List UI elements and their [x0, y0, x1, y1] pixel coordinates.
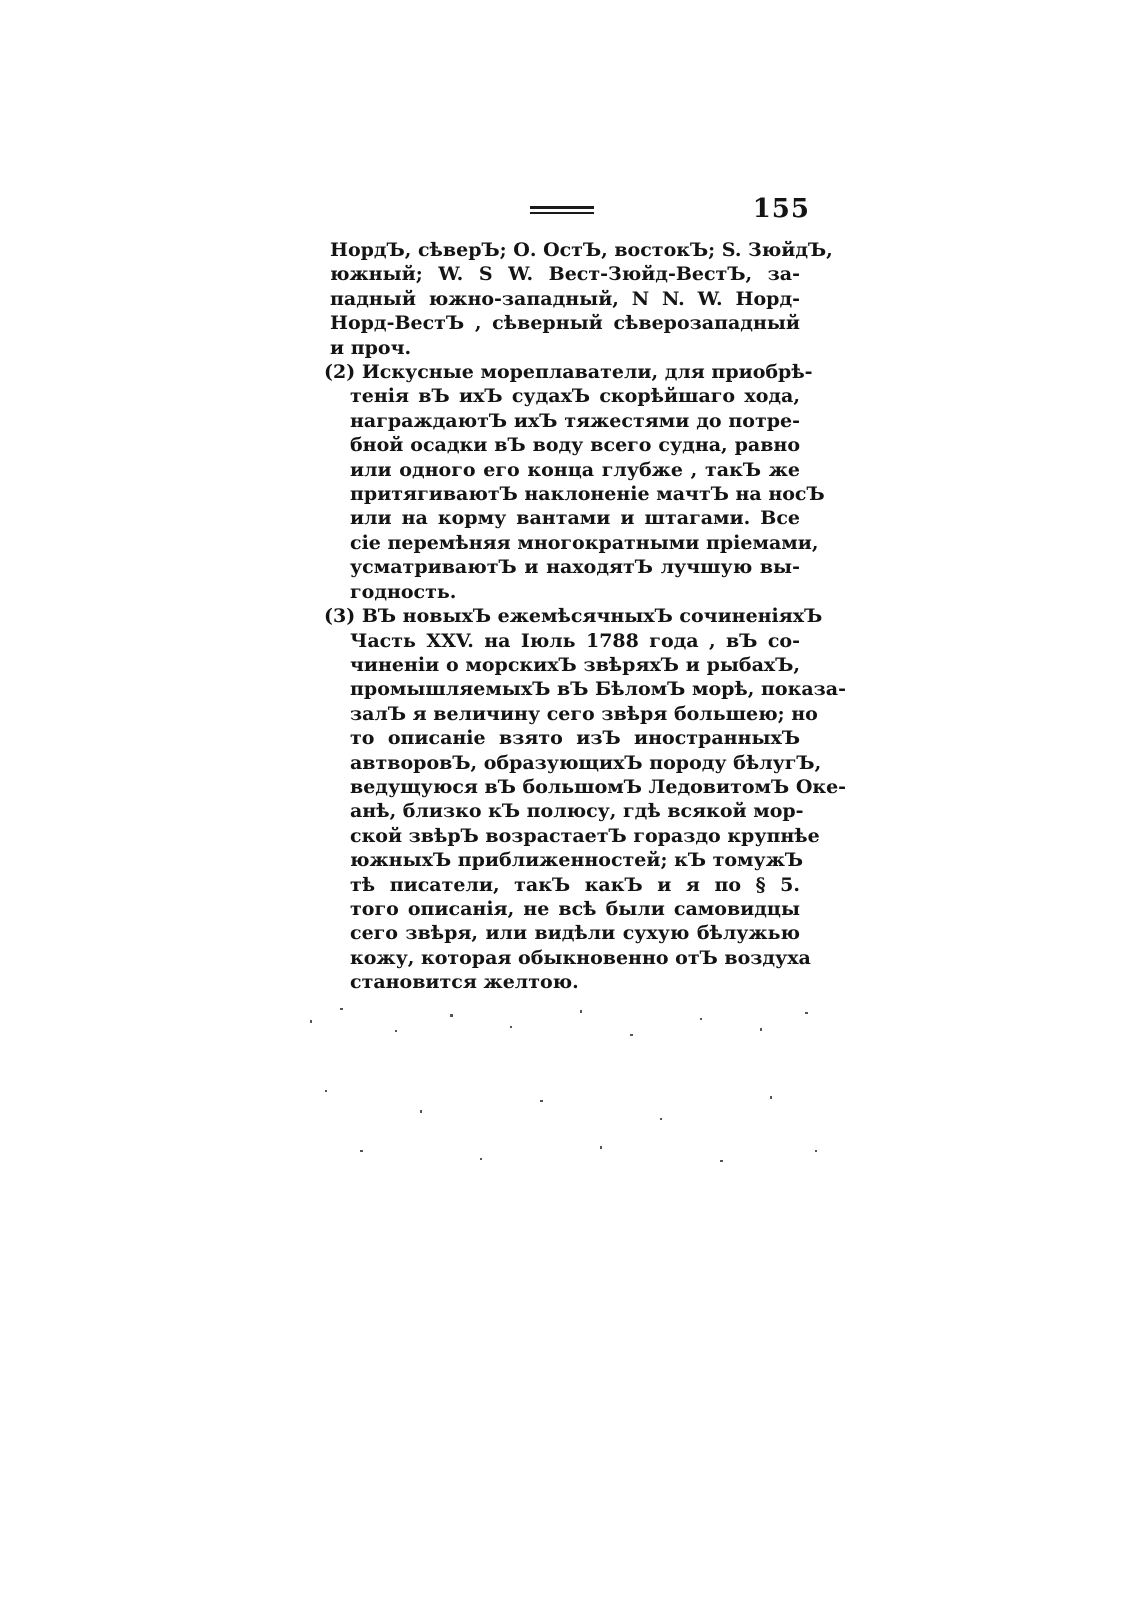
text-line: Норд-ВестЪ , сѣверный сѣверозападный: [330, 312, 800, 335]
text-line: того описанія, не всѣ были самовидцы: [350, 897, 800, 920]
text-line: сіе перемѣняя многократными пріемами,: [350, 531, 819, 554]
text-line: и проч.: [330, 336, 412, 359]
text-line: (2) Искусные мореплаватели, для приобрѣ-: [324, 361, 813, 384]
text-line: южныхЪ приближенностей; кЪ томужЪ: [350, 849, 804, 872]
text-line: чиненіи о морскихЪ звѣряхЪ и рыбахЪ,: [350, 653, 800, 676]
text-line: НордЪ, сѣверЪ; О. ОстЪ, востокЪ; S. ЗюйдЪ,: [330, 239, 833, 261]
text-line: сего звѣря, или видѣли сухую бѣлужью: [350, 922, 800, 945]
footnote-2: [324, 360, 825, 604]
text-line: кожу, которая обыкновенно отЪ воздуха: [350, 946, 811, 969]
text-line: ской звѣрЪ возрастаетЪ гораздо крупнѣе: [350, 824, 820, 847]
text-line: тѣ писатели, такЪ какЪ и я по § 5.: [350, 873, 800, 896]
text-line: награждаютЪ ихЪ тяжестями до потре-: [350, 409, 800, 432]
text-line: или на корму вантами и штагами. Все: [350, 507, 800, 530]
footnote-3: [324, 604, 847, 995]
text-line: падный южно-западный, N N. W. Норд-: [330, 287, 800, 310]
text-line: промышляемыхЪ вЪ БѣломЪ морѣ, показа-: [350, 678, 846, 701]
text-line: усматриваютЪ и находятЪ лучшую вы-: [350, 556, 800, 579]
text-line: годность.: [350, 580, 457, 603]
text-line: автворовЪ, образующихЪ породу бѣлугЪ,: [350, 751, 822, 774]
header-double-rule: [530, 206, 594, 214]
text-line: (3) ВЪ новыхЪ ежемѣсячныхЪ сочиненіяхЪ: [324, 605, 823, 628]
scan-noise: [300, 1000, 830, 1180]
text-line: становится желтою.: [350, 971, 579, 994]
text-line: притягиваютЪ наклоненіе мачтЪ на носЪ: [350, 483, 825, 506]
text-line: бной осадки вЪ воду всего судна, равно: [350, 434, 800, 457]
text-line: тенія вЪ ихЪ судахЪ скорѣйшаго хода,: [350, 385, 800, 408]
text-line: или одного его конца глубже , такЪ же: [350, 458, 800, 481]
text-line: ведущуюся вЪ большомЪ ЛедовитомЪ Оке-: [350, 775, 847, 798]
footnote-continuation: [330, 238, 833, 360]
text-line: то описаніе взято изЪ иностранныхЪ: [350, 727, 800, 750]
page-body: [324, 238, 847, 995]
text-line: южный; W. S W. Вест-Зюйд-ВестЪ, за-: [330, 263, 800, 286]
text-line: Часть XXV. на Іюль 1788 года , вЪ со-: [350, 629, 800, 652]
text-line: анѣ, близко кЪ полюсу, гдѣ всякой мор-: [350, 800, 804, 823]
page-number: 155: [752, 194, 810, 224]
page-header: [520, 194, 810, 234]
text-line: залЪ я величину сего звѣря большею; но: [350, 702, 818, 725]
